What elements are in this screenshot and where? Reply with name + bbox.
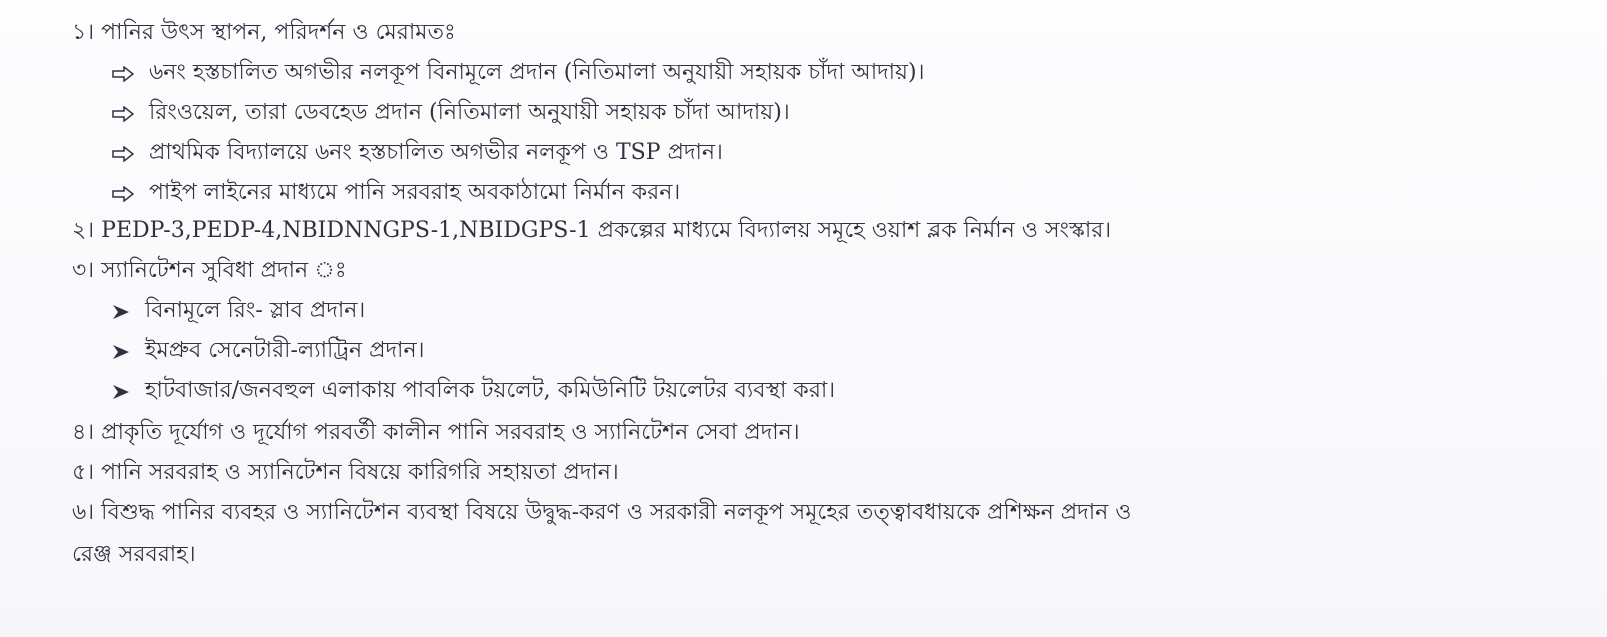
item-text: বিশুদ্ধ পানির ব্যবহর ও স্যানিটেশন ব্যবস্থা বিষয়ে উদ্বুদ্ধ-করণ ও সরকারী নলকূপ সমূহের তত্ত্বাবধায়কে প্রশিক্ষন প্রদান ও [101, 500, 1132, 525]
item-number: ৪। [72, 420, 95, 445]
sub-item-text: হাটবাজার/জনবহুল এলাকায় পাবলিক টয়লেট, কমিউনিটি টয়লেটর ব্যবস্থা করা। [145, 378, 836, 403]
list-item-5 [72, 460, 619, 486]
sub-item-text: পাইপ লাইনের মাধ্যমে পানি সরবরাহ অবকাঠামো নির্মান করন। [149, 180, 681, 205]
item-text: স্যানিটেশন সুবিধা প্রদান ঃ [101, 258, 347, 283]
sub-item-3-2 [112, 338, 424, 364]
sub-item-text: প্রাথমিক বিদ্যালয়ে ৬নং হস্তচালিত অগভীর নলকূপ ও TSP প্রদান। [149, 140, 723, 165]
arrowhead-bullet-icon [112, 298, 130, 324]
sub-item-1-2 [112, 100, 790, 126]
item-number: ৫। [72, 460, 95, 485]
sub-item-1-4 [112, 180, 680, 206]
arrow-icon [112, 100, 134, 126]
item-text-continuation: রেঞ্জ সরবরাহ। [72, 542, 196, 567]
item-text: PEDP-3,PEDP-4,NBIDNNGPS-1,NBIDGPS-1 প্রকল্পের মাধ্যমে বিদ্যালয় সমূহে ওয়াশ ব্লক নির্মান ও সংস্কার। [101, 218, 1112, 243]
arrow-icon [112, 180, 134, 206]
item-number: ১। [72, 20, 95, 45]
item-text: পানির উৎস স্থাপন, পরিদর্শন ও মেরামতঃ [101, 20, 456, 45]
sub-item-text: রিংওয়েল, তারা ডেবহেড প্রদান (নিতিমালা অনুযায়ী সহায়ক চাঁদা আদায়)। [149, 100, 790, 125]
arrow-icon [112, 60, 134, 86]
arrowhead-bullet-icon [112, 338, 130, 364]
list-item-1 [72, 20, 456, 46]
sub-item-text: ৬নং হস্তচালিত অগভীর নলকূপ বিনামূলে প্রদান (নিতিমালা অনুযায়ী সহায়ক চাঁদা আদায়)। [149, 60, 925, 85]
list-item-3 [72, 258, 347, 284]
arrowhead-bullet-icon [112, 378, 130, 404]
item-number: ৩। [72, 258, 95, 283]
item-text: প্রাকৃতি দূর্যোগ ও দূর্যোগ পরবর্তী কালীন পানি সরবরাহ ও স্যানিটেশন সেবা প্রদান। [101, 420, 800, 445]
list-item-6-continuation [72, 542, 196, 568]
item-text: পানি সরবরাহ ও স্যানিটেশন বিষয়ে কারিগরি সহায়তা প্রদান। [101, 460, 619, 485]
item-number: ৬। [72, 500, 95, 525]
sub-item-text: ইমপ্রুব সেনেটারী-ল্যাট্রিন প্রদান। [145, 338, 425, 363]
item-number: ২। [72, 218, 95, 243]
list-item-6 [72, 500, 1131, 526]
sub-item-1-1 [112, 60, 924, 86]
sub-item-text: বিনামূলে রিং- স্লাব প্রদান। [145, 298, 366, 323]
sub-item-3-3 [112, 378, 835, 404]
arrow-icon [112, 140, 134, 166]
sub-item-1-3 [112, 140, 723, 166]
list-item-2 [72, 218, 1111, 244]
sub-item-3-1 [112, 298, 365, 324]
list-item-4 [72, 420, 800, 446]
